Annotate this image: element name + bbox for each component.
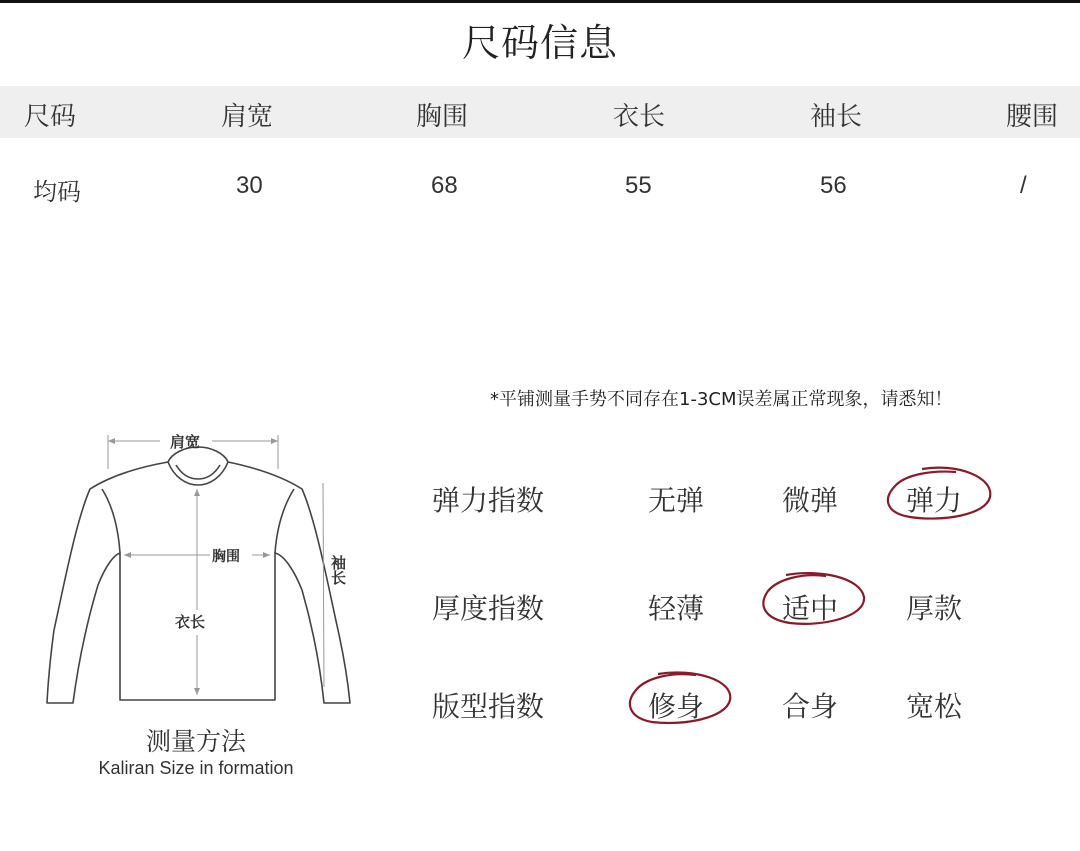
- table-header-size: 尺码: [24, 102, 77, 132]
- sweater-measurement-diagram: [40, 425, 370, 715]
- table-header-waist: 腰围: [1006, 102, 1059, 132]
- table-cell-size: 均码: [33, 178, 81, 206]
- elasticity-option-none: 无弹: [648, 484, 705, 517]
- table-cell-length: 55: [625, 172, 652, 199]
- diagram-label-length: 衣长: [175, 613, 206, 631]
- elasticity-option-slight: 微弹: [782, 484, 839, 517]
- table-header-shoulder: 肩宽: [221, 102, 274, 132]
- elasticity-index-label: 弹力指数: [432, 484, 545, 517]
- diagram-label-shoulder: 肩宽: [170, 433, 201, 451]
- fit-index-label: 版型指数: [432, 690, 545, 723]
- table-cell-shoulder: 30: [236, 172, 263, 199]
- thickness-option-medium: 适中: [782, 592, 839, 625]
- diagram-label-sleeve: 袖长: [329, 555, 347, 585]
- thickness-index-label: 厚度指数: [432, 592, 545, 625]
- table-header-length: 衣长: [613, 102, 666, 132]
- elasticity-option-stretch: 弹力: [906, 484, 963, 517]
- measurement-note: *平铺测量手势不同存在1-3CM误差属正常现象，请悉知！: [490, 389, 953, 410]
- table-header-chest: 胸围: [416, 102, 469, 132]
- thickness-option-thick: 厚款: [906, 592, 963, 625]
- fit-option-loose: 宽松: [906, 690, 963, 723]
- fit-option-regular: 合身: [782, 690, 839, 723]
- diagram-label-chest: 胸围: [212, 549, 240, 565]
- diagram-caption: 测量方法: [145, 727, 246, 756]
- diagram-caption-en: Kaliran Size in formation: [98, 758, 294, 778]
- thickness-option-thin: 轻薄: [648, 592, 705, 625]
- size-table-header-band: [0, 86, 1080, 138]
- table-cell-waist: /: [1020, 172, 1027, 199]
- top-border-line: [0, 0, 1080, 3]
- table-cell-chest: 68: [431, 172, 458, 199]
- page-title: 尺码信息: [461, 21, 618, 65]
- table-header-sleeve: 袖长: [810, 102, 863, 132]
- fit-option-slim: 修身: [648, 690, 705, 723]
- table-cell-sleeve: 56: [820, 172, 847, 199]
